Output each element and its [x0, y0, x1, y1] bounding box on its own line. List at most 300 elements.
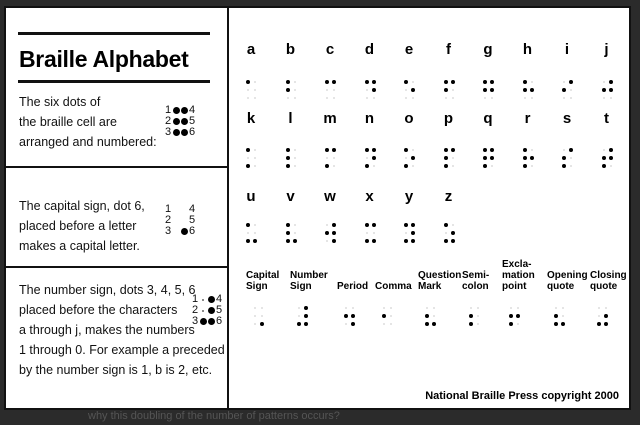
braille-dot — [366, 97, 368, 99]
text-line: the braille cell are — [19, 115, 117, 129]
braille-dot — [517, 323, 519, 325]
braille-dot — [404, 223, 408, 227]
letter-w: w — [324, 188, 336, 205]
braille-dot — [294, 165, 296, 167]
braille-cell — [469, 306, 481, 328]
braille-dot — [254, 97, 256, 99]
braille-dot — [247, 97, 249, 99]
letter-d: d — [364, 41, 375, 58]
braille-dot — [246, 164, 250, 168]
braille-dot — [444, 88, 448, 92]
cell-description — [19, 92, 157, 152]
letter-e: e — [404, 41, 414, 58]
braille-dot — [523, 156, 527, 160]
letter-x: x — [365, 188, 374, 205]
braille-dot — [390, 315, 392, 317]
braille-dot — [451, 80, 455, 84]
braille-dot — [412, 149, 414, 151]
braille-dot — [452, 224, 454, 226]
braille-dot — [326, 224, 328, 226]
braille-cell — [404, 223, 416, 245]
braille-dot — [412, 97, 414, 99]
braille-dot — [333, 157, 335, 159]
braille-cell — [246, 223, 258, 245]
braille-dot — [404, 239, 408, 243]
braille-dot — [470, 307, 472, 309]
cell-panel — [6, 8, 227, 168]
braille-dot — [433, 315, 435, 317]
braille-dot — [562, 156, 566, 160]
braille-dot — [254, 81, 256, 83]
braille-dot — [562, 315, 564, 317]
braille-dot — [483, 88, 487, 92]
braille-dot — [404, 80, 408, 84]
capital-sign-diagram — [164, 204, 196, 237]
braille-dot — [490, 148, 494, 152]
text-line: The number sign, dots 3, 4, 5, 6 — [19, 283, 196, 297]
braille-dot — [352, 307, 354, 309]
braille-dot — [254, 232, 256, 234]
braille-dot — [286, 88, 290, 92]
braille-dot — [602, 164, 606, 168]
braille-chart — [4, 6, 631, 410]
cell-dot — [172, 129, 180, 137]
cell-dot — [200, 318, 207, 325]
braille-dot — [490, 156, 494, 160]
braille-dot — [603, 97, 605, 99]
braille-dot — [325, 164, 329, 168]
braille-cell — [509, 306, 521, 328]
cell-dot — [180, 228, 188, 236]
braille-dot — [404, 148, 408, 152]
letter-g: g — [483, 41, 493, 58]
braille-dot — [254, 323, 256, 325]
braille-dot — [411, 223, 415, 227]
braille-dot — [332, 148, 336, 152]
cell-dot: 6 — [215, 315, 223, 327]
braille-dot — [562, 164, 566, 168]
braille-dot — [298, 307, 300, 309]
braille-dot — [451, 239, 455, 243]
letter-v: v — [286, 188, 295, 205]
braille-dot — [597, 322, 601, 326]
braille-cell — [444, 148, 456, 170]
cell-dot — [172, 217, 180, 225]
letter-a: a — [246, 41, 256, 58]
braille-dot — [326, 157, 328, 159]
braille-dot — [383, 307, 385, 309]
braille-dot — [366, 232, 368, 234]
braille-dot — [372, 148, 376, 152]
braille-dot — [390, 323, 392, 325]
punctuation-label: Excla- mation point — [502, 259, 535, 292]
braille-cell — [325, 80, 337, 102]
braille-dot — [491, 165, 493, 167]
braille-dot — [365, 80, 369, 84]
braille-dot — [554, 322, 558, 326]
capital-panel — [6, 168, 227, 268]
braille-dot — [351, 322, 355, 326]
braille-dot — [433, 307, 435, 309]
braille-dot — [332, 239, 336, 243]
braille-dot — [373, 232, 375, 234]
cell-dot — [173, 118, 180, 125]
braille-cell — [344, 306, 356, 328]
braille-dot — [247, 89, 249, 91]
braille-dot — [510, 307, 512, 309]
braille-dot — [261, 315, 263, 317]
braille-dot — [426, 307, 428, 309]
braille-dot — [298, 315, 300, 317]
braille-dot — [405, 157, 407, 159]
braille-dot — [531, 97, 533, 99]
braille-dot — [562, 88, 566, 92]
letter-h: h — [522, 41, 533, 58]
braille-dot — [609, 156, 613, 160]
letter-u: u — [246, 188, 256, 205]
braille-dot — [602, 88, 606, 92]
braille-dot — [286, 80, 290, 84]
braille-dot — [509, 314, 513, 318]
braille-dot — [484, 97, 486, 99]
braille-cell — [297, 306, 309, 328]
braille-dot — [554, 314, 558, 318]
braille-dot — [444, 239, 448, 243]
braille-dot — [610, 165, 612, 167]
braille-dot — [444, 223, 448, 227]
letter-m: m — [323, 110, 337, 127]
braille-dot — [383, 323, 385, 325]
cell-dot — [181, 228, 188, 235]
text-line: makes a capital letter. — [19, 239, 140, 253]
cell-dot — [181, 118, 188, 125]
braille-dot — [297, 322, 301, 326]
cell-dot: 2 — [164, 115, 172, 127]
letter-j: j — [604, 41, 609, 58]
braille-dot — [261, 307, 263, 309]
braille-dot — [246, 239, 250, 243]
cell-dot: 3 — [164, 225, 172, 237]
braille-dot — [304, 306, 308, 310]
letter-l: l — [288, 110, 293, 127]
braille-cell — [554, 306, 566, 328]
cell-dot — [207, 318, 215, 326]
braille-dot — [332, 80, 336, 84]
braille-dot — [562, 307, 564, 309]
braille-dot — [490, 80, 494, 84]
braille-dot — [483, 80, 487, 84]
punctuation-label: Capital Sign — [246, 270, 280, 292]
letter-k: k — [246, 110, 256, 127]
text-line: 1 through 0. For example a preceded — [19, 343, 225, 357]
braille-dot — [570, 89, 572, 91]
cell-dot — [208, 296, 215, 303]
braille-dot — [286, 223, 290, 227]
text-line: The six dots of — [19, 95, 101, 109]
letter-i: i — [564, 41, 570, 58]
braille-dot — [477, 323, 479, 325]
braille-cell — [483, 148, 495, 170]
cell-numbering-diagram — [164, 105, 196, 138]
braille-cell — [246, 148, 258, 170]
cell-dot — [207, 307, 215, 315]
braille-dot — [524, 97, 526, 99]
braille-cell — [597, 306, 609, 328]
braille-dot — [286, 148, 290, 152]
braille-dot — [254, 315, 256, 317]
braille-dot — [523, 88, 527, 92]
cell-dot — [180, 206, 188, 214]
cell-dot: 5 — [215, 304, 223, 316]
braille-dot — [294, 149, 296, 151]
braille-dot — [333, 97, 335, 99]
text-line: by the number sign is 1, b is 2, etc. — [19, 363, 213, 377]
braille-dot — [304, 314, 308, 318]
braille-dot — [351, 314, 355, 318]
braille-dot — [326, 89, 328, 91]
braille-dot — [469, 314, 473, 318]
braille-dot — [254, 157, 256, 159]
cell-dot: 5 — [188, 115, 196, 127]
braille-dot — [452, 97, 454, 99]
braille-dot — [287, 97, 289, 99]
braille-dot — [561, 322, 565, 326]
braille-dot — [444, 156, 448, 160]
braille-cell — [246, 80, 258, 102]
braille-dot — [598, 315, 600, 317]
cell-dot: 1 — [164, 104, 172, 116]
punctuation-label: Period — [337, 281, 369, 292]
braille-dot — [366, 89, 368, 91]
braille-dot — [570, 165, 572, 167]
braille-cell — [325, 148, 337, 170]
punctuation-label: Opening quote — [547, 270, 588, 292]
braille-dot — [530, 156, 534, 160]
braille-dot — [294, 232, 296, 234]
braille-dot — [366, 157, 368, 159]
punctuation-label: Number Sign — [290, 270, 328, 292]
braille-dot — [602, 156, 606, 160]
braille-dot — [372, 223, 376, 227]
page-title: Braille Alphabet — [19, 46, 189, 72]
letter-r: r — [524, 110, 531, 127]
cell-dot: 6 — [188, 225, 196, 237]
text-line: arranged and numbered: — [19, 135, 157, 149]
cell-dot — [208, 307, 215, 314]
letter-o: o — [404, 110, 414, 127]
braille-dot — [253, 239, 257, 243]
braille-dot — [286, 231, 290, 235]
braille-dot — [293, 239, 297, 243]
braille-dot — [254, 307, 256, 309]
cell-dot: 2 — [164, 214, 172, 226]
cell-dot — [181, 129, 188, 136]
braille-dot — [432, 322, 436, 326]
braille-cell — [404, 148, 416, 170]
letter-t: t — [604, 110, 609, 127]
braille-cell — [425, 306, 437, 328]
braille-dot — [365, 148, 369, 152]
braille-dot — [333, 89, 335, 91]
braille-dot — [523, 164, 527, 168]
braille-dot — [452, 157, 454, 159]
braille-dot — [483, 164, 487, 168]
cell-dot — [199, 318, 207, 326]
braille-dot — [451, 148, 455, 152]
braille-dot — [326, 240, 328, 242]
cell-dot: 3 — [164, 126, 172, 138]
braille-dot — [425, 322, 429, 326]
cell-dot — [180, 217, 188, 225]
braille-dot — [372, 80, 376, 84]
braille-dot — [531, 149, 533, 151]
braille-cell — [444, 223, 456, 245]
braille-dot — [452, 165, 454, 167]
braille-dot — [604, 322, 608, 326]
alphabet-area — [229, 8, 629, 408]
braille-dot — [509, 322, 513, 326]
braille-dot — [425, 314, 429, 318]
cell-dot — [208, 318, 215, 325]
text-line: placed before the characters — [19, 303, 178, 317]
braille-dot — [563, 81, 565, 83]
braille-dot — [373, 97, 375, 99]
braille-dot — [304, 322, 308, 326]
letter-q: q — [483, 110, 493, 127]
braille-cell — [253, 306, 265, 328]
letter-y: y — [404, 188, 414, 205]
cell-dot — [199, 307, 207, 315]
braille-dot — [294, 97, 296, 99]
braille-dot — [411, 88, 415, 92]
braille-cell — [523, 80, 535, 102]
braille-dot — [294, 224, 296, 226]
braille-dot — [444, 164, 448, 168]
number-sign-diagram — [191, 294, 223, 327]
braille-dot — [490, 88, 494, 92]
braille-dot — [603, 81, 605, 83]
braille-dot — [332, 231, 336, 235]
letter-c: c — [325, 41, 335, 58]
braille-dot — [451, 231, 455, 235]
braille-dot — [411, 156, 415, 160]
text-line: placed before a letter — [19, 219, 137, 233]
cell-dot — [207, 296, 215, 304]
braille-dot — [294, 89, 296, 91]
cell-dot: 2 — [191, 304, 199, 316]
cell-dot: 5 — [188, 214, 196, 226]
braille-dot — [603, 149, 605, 151]
letter-s: s — [562, 110, 572, 127]
punctuation-label: Question Mark — [418, 270, 462, 292]
braille-cell — [365, 80, 377, 102]
braille-cell — [523, 148, 535, 170]
braille-dot — [286, 239, 290, 243]
braille-dot — [390, 307, 392, 309]
cell-dot — [172, 228, 180, 236]
braille-dot — [365, 223, 369, 227]
braille-dot — [569, 80, 573, 84]
braille-dot — [254, 89, 256, 91]
cell-dot: 6 — [188, 126, 196, 138]
braille-dot — [517, 307, 519, 309]
braille-dot — [345, 323, 347, 325]
braille-dot — [247, 232, 249, 234]
capital-description — [19, 196, 145, 256]
braille-dot — [445, 232, 447, 234]
cell-dot — [199, 296, 207, 304]
braille-dot — [563, 97, 565, 99]
braille-cell — [365, 223, 377, 245]
braille-dot — [523, 80, 527, 84]
braille-dot — [523, 148, 527, 152]
braille-dot — [286, 156, 290, 160]
braille-dot — [412, 81, 414, 83]
cell-dot: 4 — [215, 293, 223, 305]
braille-dot — [477, 315, 479, 317]
text-line: a through j, makes the numbers — [19, 323, 195, 337]
cell-dot — [172, 118, 180, 126]
punctuation-label: Closing quote — [590, 270, 627, 292]
braille-dot — [254, 224, 256, 226]
cell-dot — [180, 118, 188, 126]
braille-dot — [563, 149, 565, 151]
cell-dot: 4 — [188, 104, 196, 116]
punctuation-label: Comma — [375, 281, 412, 292]
braille-dot — [605, 307, 607, 309]
cell-dot: 4 — [188, 203, 196, 215]
braille-dot — [570, 157, 572, 159]
braille-dot — [570, 97, 572, 99]
cell-dot: 3 — [191, 315, 199, 327]
braille-dot — [530, 88, 534, 92]
copyright: National Braille Press copyright 2000 — [425, 390, 619, 402]
letter-p: p — [443, 110, 454, 127]
braille-cell — [325, 223, 337, 245]
braille-dot — [325, 148, 329, 152]
text-line: The capital sign, dot 6, — [19, 199, 145, 213]
letter-f: f — [446, 41, 451, 58]
braille-dot — [294, 157, 296, 159]
braille-dot — [405, 232, 407, 234]
left-column — [6, 8, 227, 408]
braille-dot — [444, 80, 448, 84]
braille-dot — [246, 223, 250, 227]
braille-cell — [286, 80, 298, 102]
braille-dot — [294, 81, 296, 83]
braille-dot — [604, 314, 608, 318]
braille-dot — [531, 81, 533, 83]
braille-dot — [326, 97, 328, 99]
braille-dot — [531, 165, 533, 167]
braille-dot — [555, 307, 557, 309]
braille-dot — [411, 239, 415, 243]
braille-cell — [602, 148, 614, 170]
braille-dot — [404, 164, 408, 168]
braille-dot — [365, 164, 369, 168]
bottom-rule — [18, 80, 210, 83]
braille-cell — [444, 80, 456, 102]
cell-dot — [202, 299, 204, 301]
braille-dot — [405, 97, 407, 99]
braille-dot — [469, 322, 473, 326]
braille-dot — [516, 314, 520, 318]
braille-cell — [602, 80, 614, 102]
cell-dot — [172, 206, 180, 214]
braille-dot — [286, 164, 290, 168]
braille-dot — [345, 307, 347, 309]
braille-cell — [286, 148, 298, 170]
